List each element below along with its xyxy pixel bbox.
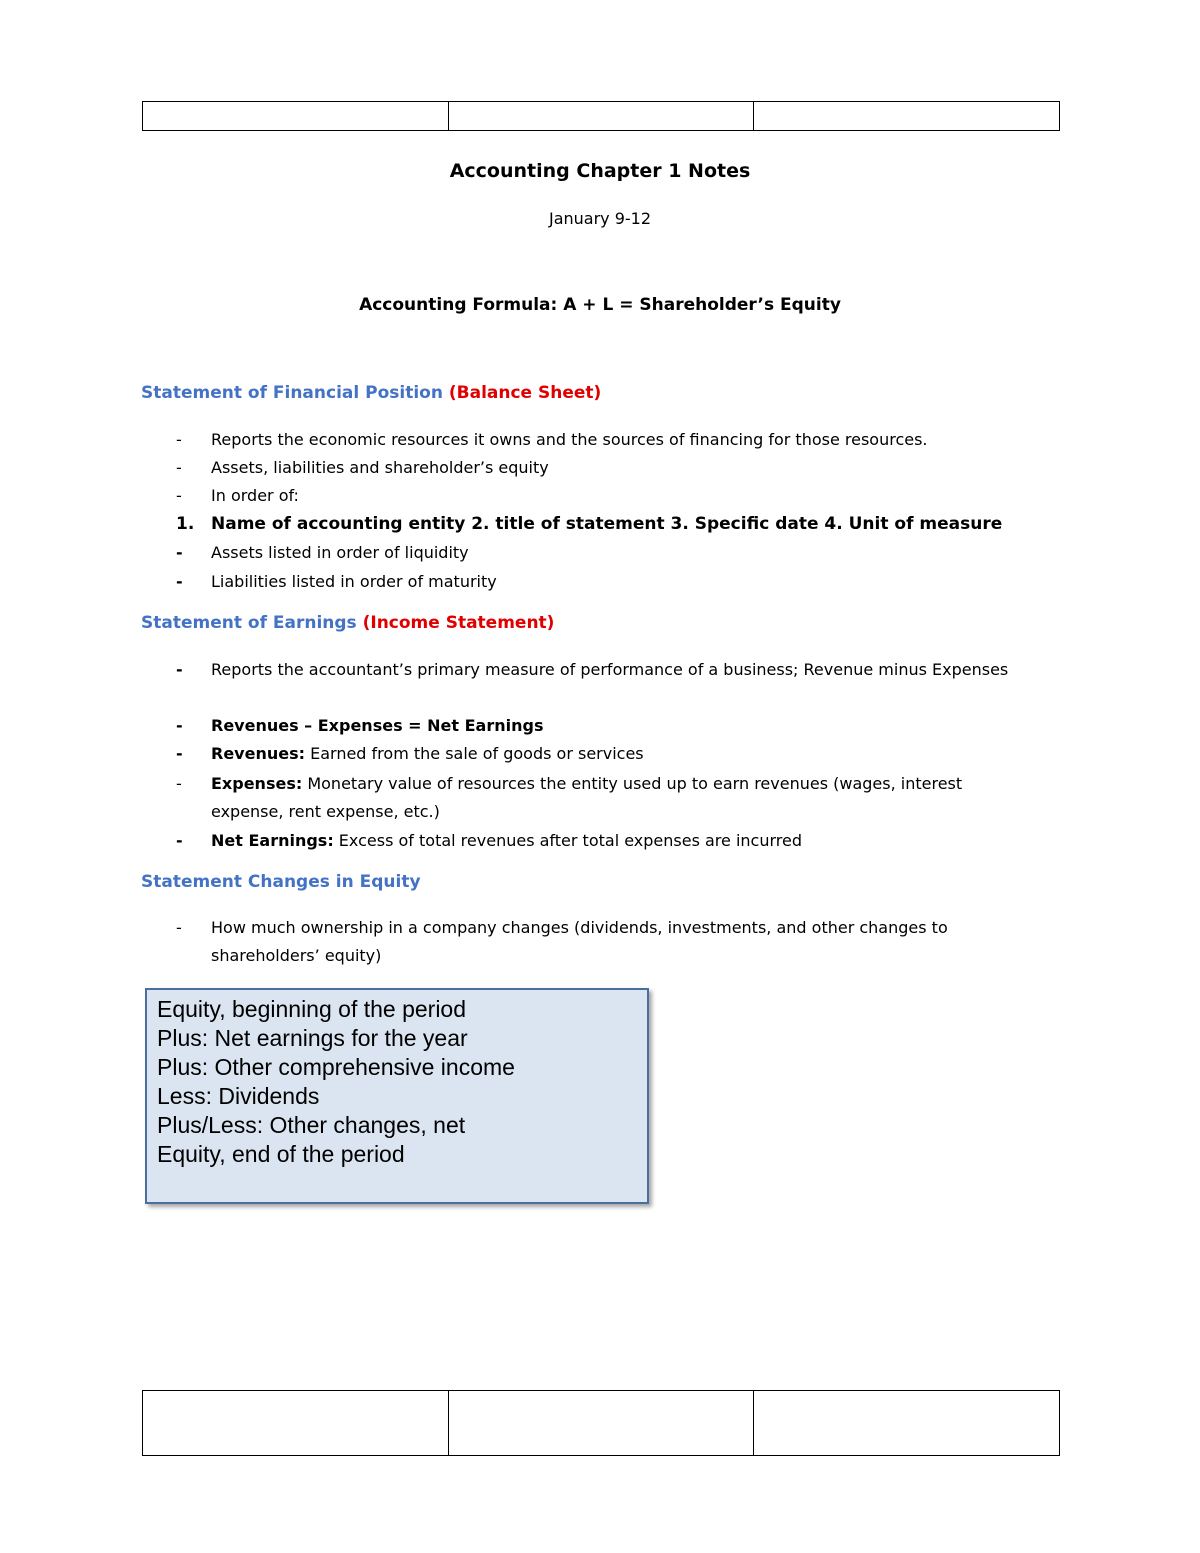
header-cell-1 xyxy=(143,102,449,131)
section-heading-alt: (Balance Sheet) xyxy=(448,383,602,403)
bullet-marker: - xyxy=(176,918,182,937)
term-definition: Excess of total revenues after total expenses are incurred xyxy=(333,831,802,850)
list-item xyxy=(176,656,1036,684)
list-item-text: Liabilities listed in order of maturity xyxy=(211,572,497,591)
section-heading-text: Statement of Financial Position xyxy=(141,383,443,403)
footer-cell-1 xyxy=(143,1391,449,1456)
list-item xyxy=(176,426,1036,454)
bullet-marker: - xyxy=(176,572,183,591)
list-item-text: Reports the accountant’s primary measure of performance of a business; Revenue minus Expenses xyxy=(211,660,1009,679)
term-definition: Earned from the sale of goods or services xyxy=(305,744,644,763)
section-heading-changes-in-equity xyxy=(141,872,421,892)
equity-line: Plus/Less: Other changes, net xyxy=(157,1112,466,1138)
list-item xyxy=(176,770,1036,826)
section-heading-text: Statement Changes in Equity xyxy=(141,872,421,892)
bullet-marker: - xyxy=(176,831,183,850)
bullet-marker: - xyxy=(176,486,182,505)
section-heading-alt: (Income Statement) xyxy=(362,613,555,633)
list-item xyxy=(176,740,1036,768)
section-heading-income-statement xyxy=(141,613,554,633)
list-item-text: Revenues – Expenses = Net Earnings xyxy=(211,716,544,735)
list-item-text: Assets, liabilities and shareholder’s equity xyxy=(211,458,549,477)
list-item-text xyxy=(211,770,1036,826)
list-item xyxy=(176,712,1036,740)
list-item xyxy=(176,568,1036,596)
number-marker: 1. xyxy=(176,514,195,534)
bullet-marker: - xyxy=(176,744,183,763)
term-label: Expenses: xyxy=(211,774,303,793)
numbered-item xyxy=(176,510,1036,538)
list-item-text: Assets listed in order of liquidity xyxy=(211,543,469,562)
bullet-marker: - xyxy=(176,543,183,562)
bullet-marker: - xyxy=(176,430,182,449)
term-label: Net Earnings: xyxy=(211,831,334,850)
footer-table xyxy=(142,1390,1060,1456)
header-cell-3 xyxy=(754,102,1060,131)
list-item xyxy=(176,482,1036,510)
equity-line: Equity, beginning of the period xyxy=(157,996,467,1022)
section-heading-balance-sheet xyxy=(141,383,601,403)
bullet-marker: - xyxy=(176,458,182,477)
equity-line: Plus: Other comprehensive income xyxy=(157,1054,515,1080)
term-label: Revenues: xyxy=(211,744,306,763)
list-item-text: Name of accounting entity 2. title of statement 3. Specific date 4. Unit of measure xyxy=(211,514,1003,534)
accounting-formula: Accounting Formula: A + L = Shareholder’s Equity xyxy=(359,295,841,315)
list-item-text xyxy=(211,827,1036,855)
equity-line: Equity, end of the period xyxy=(157,1141,405,1167)
term-definition: Monetary value of resources the entity used up to earn revenues (wages, interest expense, rent expense, etc.) xyxy=(211,774,963,821)
bullet-marker: - xyxy=(176,660,183,679)
equity-line: Plus: Net earnings for the year xyxy=(157,1025,468,1051)
section-heading-text: Statement of Earnings xyxy=(141,613,357,633)
header-cell-2 xyxy=(448,102,754,131)
list-item xyxy=(176,914,1036,970)
bullet-marker: - xyxy=(176,774,182,793)
bullet-marker: - xyxy=(176,716,183,735)
list-item-text: Reports the economic resources it owns and the sources of financing for those resources. xyxy=(211,430,928,449)
list-item-text: How much ownership in a company changes (dividends, investments, and other changes to shareholders’ equity) xyxy=(211,918,948,965)
list-item xyxy=(176,827,1036,855)
footer-cell-3 xyxy=(754,1391,1060,1456)
list-item-text xyxy=(211,740,1036,768)
header-table xyxy=(142,101,1060,131)
page-title: Accounting Chapter 1 Notes xyxy=(449,160,751,182)
page-date: January 9-12 xyxy=(548,209,652,228)
list-item xyxy=(176,454,1036,482)
footer-cell-2 xyxy=(448,1391,754,1456)
list-item-text: In order of: xyxy=(211,486,299,505)
equity-line: Less: Dividends xyxy=(157,1083,320,1109)
equity-summary-box xyxy=(145,988,649,1204)
list-item xyxy=(176,539,1036,567)
